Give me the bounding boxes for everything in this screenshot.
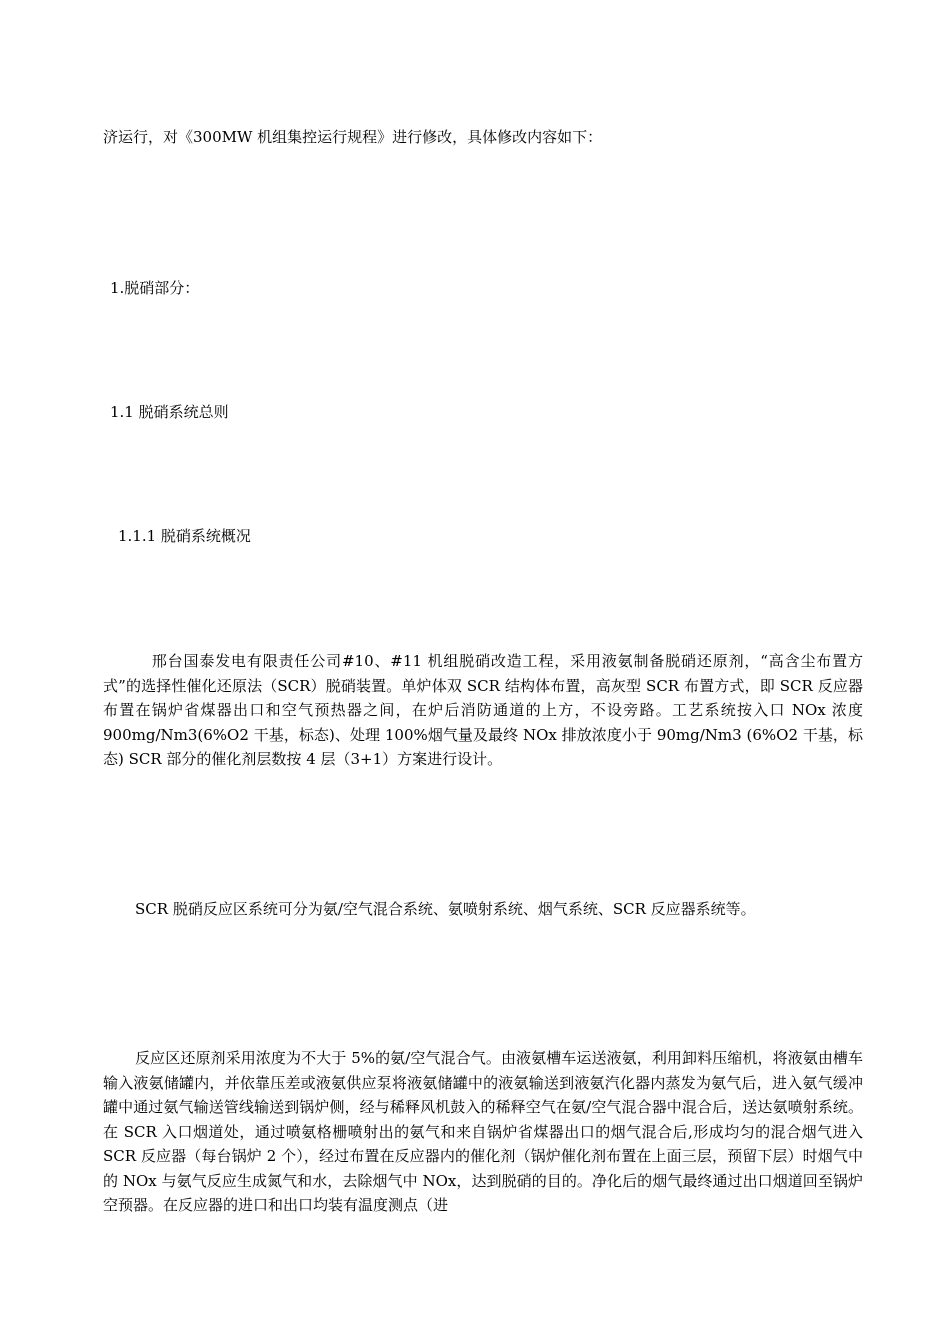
- heading-section-1-1: 1.1 脱硝系统总则: [110, 403, 229, 421]
- heading-section-1-1-1: 1.1.1 脱硝系统概况: [118, 527, 251, 545]
- paragraph-overview-text: 邢台国泰发电有限责任公司#10、#11 机组脱硝改造工程，采用液氨制备脱硝还原剂，“高含尘布置方式”的选择性催化还原法（SCR）脱硝装置。单炉体双 SCR 结构体布置，高灰型 SCR 布置方式，即 SCR 反应器布置在锅炉省煤器出口和空气预热器之间，在炉后消防通道的上方，不设旁路。工艺系统按入口 NOx 浓度 900mg/Nm3(6%O2 干基，标态)、处理 100%烟气量及最终 NOx 排放浓度小于 90mg/Nm3 (6%O2 干基，标态) SCR 部分的催化剂层数按 4 层（3+1）方案进行设计。: [103, 652, 863, 768]
- paragraph-systems: [103, 897, 863, 922]
- paragraph-process: [103, 1046, 863, 1218]
- intro-line: 济运行，对《300MW 机组集控运行规程》进行修改，具体修改内容如下：: [103, 128, 603, 146]
- paragraph-systems-text: SCR 脱硝反应区系统可分为氨/空气混合系统、氨喷射系统、烟气系统、SCR 反应器系统等。: [135, 900, 756, 918]
- heading-section-1: 1.脱硝部分：: [110, 279, 200, 297]
- paragraph-process-text: 反应区还原剂采用浓度为不大于 5%的氨/空气混合气。由液氨槽车运送液氨，利用卸料压缩机，将液氨由槽车输入液氨储罐内，并依靠压差或液氨供应泵将液氨储罐中的液氨输送到液氨汽化器内蒸发为氨气后，进入氨气缓冲罐中通过氨气输送管线输送到锅炉侧，经与稀释风机鼓入的稀释空气在氨/空气混合器中混合后，送达氨喷射系统。在 SCR 入口烟道处，通过喷氨格栅喷射出的氨气和来自锅炉省煤器出口的烟气混合后,形成均匀的混合烟气进入 SCR 反应器（每台锅炉 2 个），经过布置在反应器内的催化剂（锅炉催化剂布置在上面三层，预留下层）时烟气中的 NOx 与氨气反应生成氮气和水，去除烟气中 NOx，达到脱硝的目的。净化后的烟气最终通过出口烟道回至锅炉空预器。在反应器的进口和出口均装有温度测点（进: [103, 1049, 863, 1214]
- paragraph-overview: [103, 649, 863, 772]
